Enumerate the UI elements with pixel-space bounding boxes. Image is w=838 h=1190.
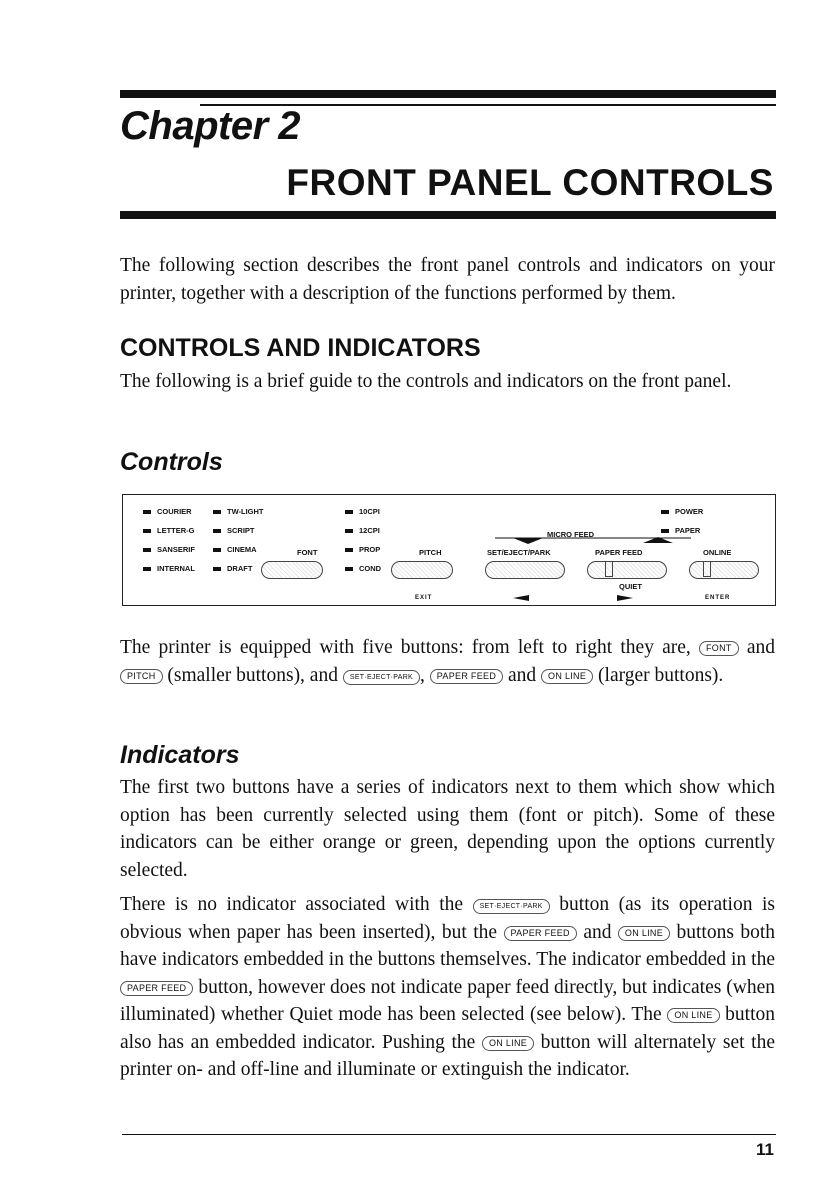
chapter-label: Chapter 2 [120,104,300,148]
set-eject-park-button[interactable] [485,561,565,579]
paper-feed-label: PAPER FEED [595,548,643,557]
paper-feed-button-ref-3: PAPER FEED [120,981,193,996]
set-eject-park-button-ref-2: SET·EJECT·PARK [473,899,550,914]
indicator-sanserif: SANSERIF [143,545,195,554]
paper-feed-button[interactable] [587,561,667,579]
front-panel-diagram [122,494,776,606]
indicators-heading: Indicators [120,741,240,769]
exit-label: EXIT [415,595,433,601]
indicator-letter-g: LETTER-G [143,526,195,535]
buttons-paragraph: The printer is equipped with five buttons: from left to right they are, FONT and PITCH (smaller buttons), and SET·EJECT·PARK , PAPER FEED and ON LINE (larger buttons). [120,637,775,686]
indicator-10cpi: 10CPI [345,507,380,516]
indicator-paper: PAPER [661,526,700,535]
indicator-power: POWER [661,507,703,516]
pitch-label: PITCH [419,548,442,557]
online-label: ONLINE [703,548,732,557]
on-line-button-ref: ON LINE [541,669,593,684]
quiet-label: QUIET [619,582,642,591]
micro-feed-label: MICRO FEED [547,530,595,539]
indicator-script: SCRIPT [213,526,255,535]
right-arrow-icon [617,595,633,601]
font-button[interactable] [261,561,323,579]
on-line-button-ref-4: ON LINE [482,1036,534,1051]
enter-label: ENTER [705,595,731,601]
font-button-ref: FONT [699,641,739,656]
micro-feed-arrows [493,535,693,545]
indicator-internal: INTERNAL [143,564,195,573]
page-number: 11 [756,1140,774,1159]
on-line-button-ref-3: ON LINE [667,1008,719,1023]
section-intro-paragraph: The following is a brief guide to the controls and indicators on the front panel. [120,371,732,392]
set-eject-park-label: SET/EJECT/PARK [487,548,551,557]
pitch-button-ref: PITCH [120,669,163,684]
controls-heading: Controls [120,448,223,476]
paper-feed-embedded-indicator [605,561,613,577]
font-label: FONT [297,548,318,557]
indicator-courier: COURIER [143,507,192,516]
pitch-button[interactable] [391,561,453,579]
paper-feed-button-ref-2: PAPER FEED [504,926,577,941]
paper-feed-button-ref: PAPER FEED [430,669,503,684]
indicator-cinema: CINEMA [213,545,257,554]
indicators-paragraph-1: The first two buttons have a series of indicators next to them which show which option has been currently selected using them (font or pitch). Some of these indicators can be either orange or green, depending upon the options currently selected. [120,777,775,881]
left-arrow-icon [513,595,529,601]
footer-rule [122,1134,776,1135]
on-line-button-ref-2: ON LINE [618,926,670,941]
set-eject-park-button-ref: SET·EJECT·PARK [343,670,420,685]
online-button[interactable] [689,561,759,579]
indicator-cond: COND [345,564,381,573]
indicator-tw-light: TW-LIGHT [213,507,264,516]
indicators-paragraph-2: There is no indicator associated with the SET·EJECT·PARK button (as its operation is obvious when paper has been inserted), but the PAPER FEED and ON LINE buttons both have indicators embedded in the buttons themselves. The indicator embedded in the PAPER FEED button, however does not indicate paper feed directly, but indicates (when illuminated) whether Quiet mode has been selected (see below). The ON LINE button also has an embedded indicator. Pushing the ON LINE button will alternately set the printer on- and off-line and illuminate or extinguish the indicator. [120,894,776,1080]
section-heading: CONTROLS AND INDICATORS [120,334,481,362]
header-bottom-rule [120,211,776,219]
chapter-title: FRONT PANEL CONTROLS [286,162,774,203]
indicator-prop: PROP [345,545,380,554]
online-embedded-indicator [703,561,711,577]
intro-paragraph: The following section describes the front panel controls and indicators on your printer, together with a description of the functions performed by them. [120,255,775,304]
header-top-rule [120,90,776,98]
indicator-draft: DRAFT [213,564,252,573]
indicator-12cpi: 12CPI [345,526,380,535]
